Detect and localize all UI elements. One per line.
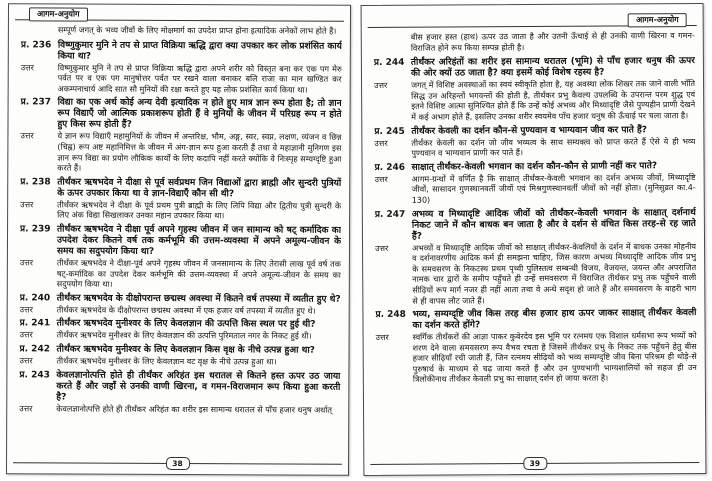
page-number: 38	[165, 457, 189, 470]
answer-text: तीर्थंकर ऋषभदेव मुनीश्वर के लिए केवलज्ञान वट वृक्ष के नीचे उत्पन्न हुआ था।	[56, 356, 277, 367]
answer	[20, 132, 341, 176]
question-number: प्र. 237	[20, 97, 52, 108]
question-text: तीर्थंकर ऋषभदेव मुनीश्वर के लिए केवलज्ञान किस वृक्ष के नीचे उत्पन्न हुआ था?	[56, 344, 315, 356]
answer-text: जगत् में विशिष्ट अवस्थाओं का स्वयं स्वीकृति होता है, यह अवस्था लोक शिखर तक जाने वाली भाँति सिद्ध उन अरिहन्तों भगवन्तों की होती है, तीर्थंकर प्रभु कैवल्य उपलब्धि के उपरान्त परम शुद्ध एवं इतने विशिष्ट आत्मा सुनिश्चित होते हैं कि उन्हें कोई अभव्य और मिथ्यादृष्टि जैसे पुण्यहीन प्राणी देखने में कई अभाग होते हैं, इसलिए उनका शरीर स्वयमेव पाँच हजार धनुष की ऊँचाई पर चला जाता है।	[411, 79, 696, 122]
answer	[375, 242, 696, 308]
answer-label: उत्तर	[375, 332, 389, 343]
qa-item	[20, 98, 341, 176]
question-text: विष्णुकुमार मुनि ने तप से प्राप्त विक्रिया ऋद्धि द्वारा क्या उपकार कर लोक प्रशंसित कार्य किया था?	[57, 40, 342, 62]
answer-text: तीर्थंकर ऋषभदेव ने दीक्षा के पूर्व प्रथम पुत्री ब्राह्मी के लिए लिपि विद्या और द्वितीय पुत्री सुन्दरी के लिए अंक विद्या सिखलाकर उनका महान उपकार किया था।	[57, 200, 342, 221]
qa-item	[374, 125, 695, 160]
qa-item	[375, 308, 696, 386]
qa-item	[375, 161, 696, 207]
answer	[19, 404, 340, 416]
answer-label: उत्तर	[20, 200, 34, 210]
question	[375, 208, 696, 243]
qa-item	[375, 208, 697, 308]
question	[19, 370, 340, 404]
question	[374, 125, 695, 138]
answer-text: तीर्थंकर ऋषभदेव ने दीक्षा-पूर्व अपने गृहस्थ जीवन में जनसामान्य के लिए तेरासी लाख पूर्व वर्ष तक षट्-कर्मादिक का उपदेश देकर कर्मभूमि की उत्तम-व्यवस्था में अपने अमूल्य-जीवन के समय का सदुपयोग किया था।	[56, 258, 341, 289]
continuation-text: सम्पूर्ण जगत् के भव्य जीवों के लिए मोक्षमार्ग का उपदेश प्राप्त होना इत्यादिक अनेकों लाभ होते हैं।	[57, 25, 337, 36]
question-number: प्र. 248	[375, 309, 406, 321]
answer-text: तीर्थंकर ऋषभदेव के दीक्षोपरान्त छद्मस्थ अवस्था में एक हजार वर्ष तपस्या में व्यतीत हुए थे।	[56, 305, 316, 316]
question-number: प्र. 236	[20, 39, 52, 51]
question-number: प्र. 242	[19, 344, 51, 355]
answer-text: ये ज्ञान रूप विद्याएँ महामुनियों के जीवन में अन्तरिक्ष, भौम, अङ्ग, स्वर, स्वप्न, लक्षण, व्यंजन व छिन्न (चिह्न) रूप अष्ट महानिमित्त के जीवन में अंग-ज्ञान रूप हुआ करती हैं तथा वे महाज्ञानी मुनिगण इस ज्ञान रूप विद्या का प्रयोग लौकिक कार्यों के लिए कदापि नहीं करते क्योंकि वे निःस्पृह सम्यग्दृष्टि हुआ करते हैं।	[57, 131, 342, 173]
question-number: प्र. 239	[20, 224, 51, 235]
answer-label: उत्तर	[19, 403, 33, 413]
question-text: साक्षात् तीर्थंकर-केवली भगवान का दर्शन कौन-कौन से प्राणी नहीं कर पाते?	[411, 160, 658, 173]
answer-text: विष्णुकुमार मुनि ने तप से प्राप्त विक्रिया ऋद्धि द्वारा अपने शरीर को विस्तृत बना कर एक पग मेरु पर्वत पर व एक पग मानुषोत्तर पर्वत पर रखने वाला बनाकर बलि राजा का मान खण्डित कर अकम्पनाचार्य आदि सात सौ मुनियों की रक्षा करते हुए यह लोक प्रशंसित कार्य किया था।	[57, 63, 342, 95]
answer	[20, 305, 341, 317]
question	[19, 344, 340, 356]
question-text: तीर्थंकर ऋषभदेव ने दीक्षा से पूर्व सर्वप्रथम जिन विद्याओं द्वारा ब्राह्मी और सुन्दरी पुत्रियों के ऊपर उपकार किया था वे ज्ञान-विद्याएँ कौन सी थी?	[57, 177, 342, 199]
answer-text: आगम-ग्रन्थों में वर्णित है कि साक्षात् तीर्थंकर-केवली भगवान का दर्शन अभव्य जीवों, मिथ्यादृष्टि जीवों, सासादन गुणस्थानवर्ती जीवों एवं मिश्रगुणस्थानवर्ती जीवों को नहीं होता। (मुनिसुव्रत का.4-130)	[411, 172, 696, 205]
page-body	[19, 25, 342, 454]
answer-label: उत्तर	[375, 243, 389, 253]
question-number: प्र. 245	[374, 126, 405, 137]
page-footer	[370, 456, 699, 470]
qa-item	[21, 40, 342, 96]
qa-item	[20, 319, 341, 343]
question-number: प्र. 246	[374, 162, 406, 173]
question	[20, 293, 341, 305]
answer-label: उत्तर	[19, 305, 33, 315]
answer-label: उत्तर	[20, 62, 34, 72]
answer-label: उत्तर	[19, 330, 33, 340]
page-body	[374, 31, 698, 453]
answer	[21, 63, 342, 96]
answer-label: उत्तर	[374, 138, 388, 148]
question	[375, 308, 696, 332]
answer-label: उत्तर	[374, 174, 388, 184]
answer	[374, 137, 695, 160]
question-text: तीर्थंकर ऋषभदेव मुनीश्वर के लिए केवलज्ञान की उत्पत्ति किस स्थल पर हुई थी?	[56, 318, 316, 330]
running-header: आगम-अनुयोग	[628, 13, 687, 27]
qa-item	[20, 177, 341, 223]
answer-label: उत्तर	[19, 356, 33, 366]
question-text: तीर्थंकर ऋषभदेव ने दीक्षा पूर्व अपने गृहस्थ जीवन में जन सामान्य को षट् कर्मादिक का उपदेश देकर कितने वर्ष तक कर्मभूमि की उत्तम-व्यवस्था में अपने अमूल्य-जीवन के समय का सदुपयोग किया था?	[56, 224, 342, 257]
qa-item	[20, 224, 341, 291]
answer	[375, 173, 696, 207]
answer	[19, 356, 340, 368]
question-number: प्र. 240	[19, 293, 51, 304]
qa-item	[19, 370, 340, 416]
answer	[20, 331, 341, 343]
answer-text: तीर्थंकर केवली का दर्शन जो जीव भव्यत्व के साथ सम्यक्त्व को प्राप्त करते हैं ऐसे ये ही भव्य पुण्यवान व भाग्यवान प्राणी कर पाते हैं।	[411, 136, 696, 158]
answer	[20, 200, 341, 223]
question-text: भव्य, सम्यग्दृष्टि जीव किस तरह बीस हजार हाथ ऊपर जाकर साक्षात् तीर्थंकर केवली का दर्शन करते होंगे?	[412, 308, 697, 331]
answer-text: अभव्यों व मिथ्यादृष्टि आदिक जीवों को साक्षात् तीर्थंकर-केवलियों के दर्शन में बाधक उनका मोहनीय व दर्शनावरणीय आदिक कर्म ही समझना चाहिए, जिस कारण अभव्य मिथ्यादृष्टि आदिक जीव प्रभु के समवसरण के निकटस्थ प्रथम पृथ्वी पुलिस्तत्व सम्बन्धी विजय, वैजयन्त, जयन्त और अपराजित नामक चार द्वारों के समीप पहुँचते ही उन्हें समवसरण में विराजित तीर्थंकर प्रभु तक पहुँचने वाली सीढ़ियों रूप मार्ग नजर ही नहीं आता तथा वे अन्धे सदृश हो जाते हैं और समवसरण के बाहरी भाग से ही वापस लौट जाते हैं।	[412, 241, 697, 306]
running-header: आगम-अनुयोग	[29, 7, 88, 21]
question-number: प्र. 247	[374, 209, 406, 220]
question-number: प्र. 241	[19, 318, 51, 329]
page-left	[6, 3, 351, 475]
qa-item	[374, 56, 695, 123]
question-text: विद्या का एक अर्थ कोई अन्य देवी इत्यादिक न होते हुए मात्र ज्ञान रूप होता है; तो ज्ञान रूप विद्याएँ जो आत्मिक प्रकाशरूप होती हैं वे मुनियों के जीवन में परिग्रह रूप न होते हुए किस रूप होती हैं?	[57, 97, 342, 131]
qa-item	[19, 344, 340, 368]
answer-label: उत्तर	[20, 131, 34, 141]
question	[374, 56, 695, 80]
question-number: प्र. 238	[20, 177, 51, 188]
question	[20, 224, 341, 258]
page-right	[361, 3, 707, 476]
qa-item	[20, 293, 341, 317]
answer	[376, 331, 697, 386]
question	[21, 40, 342, 63]
continuation-text: बीस हजार हस्त (हाथ) ऊपर उठ जाता है और उतनी ऊँचाई से ही उनकी वाणी खिरना व गमन-विराजित होने रूप किया सम्पन्न होती है।	[410, 31, 695, 53]
question-number: प्र. 243	[19, 369, 50, 380]
question-text: तीर्थंकर ऋषभदेव के दीक्षोपरान्त छद्मस्थ अवस्था में कितने वर्ष तपस्या में व्यतीत हुए थे?	[56, 293, 341, 305]
answer-label: उत्तर	[374, 81, 388, 91]
question	[20, 319, 341, 331]
answer-text: तीर्थंकर ऋषभदेव मुनीश्वर के लिए केवलज्ञान की उत्पत्ति पुरिमताल नगर के निकट हुई थी।	[56, 330, 312, 341]
answer	[20, 258, 341, 291]
answer	[374, 79, 695, 123]
answer-text: स्वर्गिक तीर्थंकरों की आज्ञा पाकर कुबेरदेव इस भूमि पर रत्नमय एक विशाल धर्मसभा रूप भव्यों को शरण देने वाला समवसरण रूप वैभव रचता है जिसमें तीर्थंकर प्रभु के निकट तक पहुँचने हेतु बीस हजार सीढ़ियाँ रची जाती हैं, जिन रत्नमय सीढ़ियों को भव्य सम्यग्दृष्टि जीव बिना परिश्रम ही थोड़े-से पुरुषार्थ के माध्यम से चढ़ जाया करते हैं और उन पुण्यभागी भाग्यशालियों को सहज ही उन त्रिलोकीनाथ तीर्थंकर केवली प्रभु का साक्षात् दर्शन हो जाया करता है।	[412, 331, 697, 385]
question-text: तीर्थंकर अरिहंतों का शरीर इस सामान्य धरातल (भूमि) से पाँच हजार धनुष की ऊपर की ओर क्यों उठ जाता है? क्या इसमें कोई विशेष रहस्य है?	[410, 56, 695, 79]
question	[20, 177, 341, 200]
answer-label: उत्तर	[19, 258, 34, 268]
answer-text: केवलज्ञानोत्पत्ति होते ही तीर्थंकर अरिहंत का शरीर इस सामान्य धरातल से पाँच हजार धनुष अर्थात्	[56, 403, 332, 415]
question-text: तीर्थंकर केवली का दर्शन कौन-से पुण्यवान व भाग्यवान जीव कर पाते हैं?	[411, 124, 648, 137]
question	[20, 98, 341, 132]
page-number: 39	[523, 457, 547, 470]
question-text: केवलज्ञानोत्पत्ति होते ही तीर्थंकर अरिहंत इस धरातल से कितने हस्त ऊपर उठ जाया करते हैं और जहाँ से उनकी वाणी खिरना, व गमन-विराजमान रूप किया हुआ करती है?	[56, 369, 341, 403]
question-text: अभव्य व मिथ्यादृष्टि आदिक जीवों को तीर्थंकर-केवली भगवान के साक्षात् दर्शनार्थ निकट जाने में कौन बाधक बन जाता है और वे दर्शन से वंचित किस तरह-से रह जाते हैं?	[411, 207, 696, 242]
question-number: प्र. 244	[373, 57, 405, 69]
question	[375, 161, 696, 174]
page-footer	[13, 456, 342, 469]
